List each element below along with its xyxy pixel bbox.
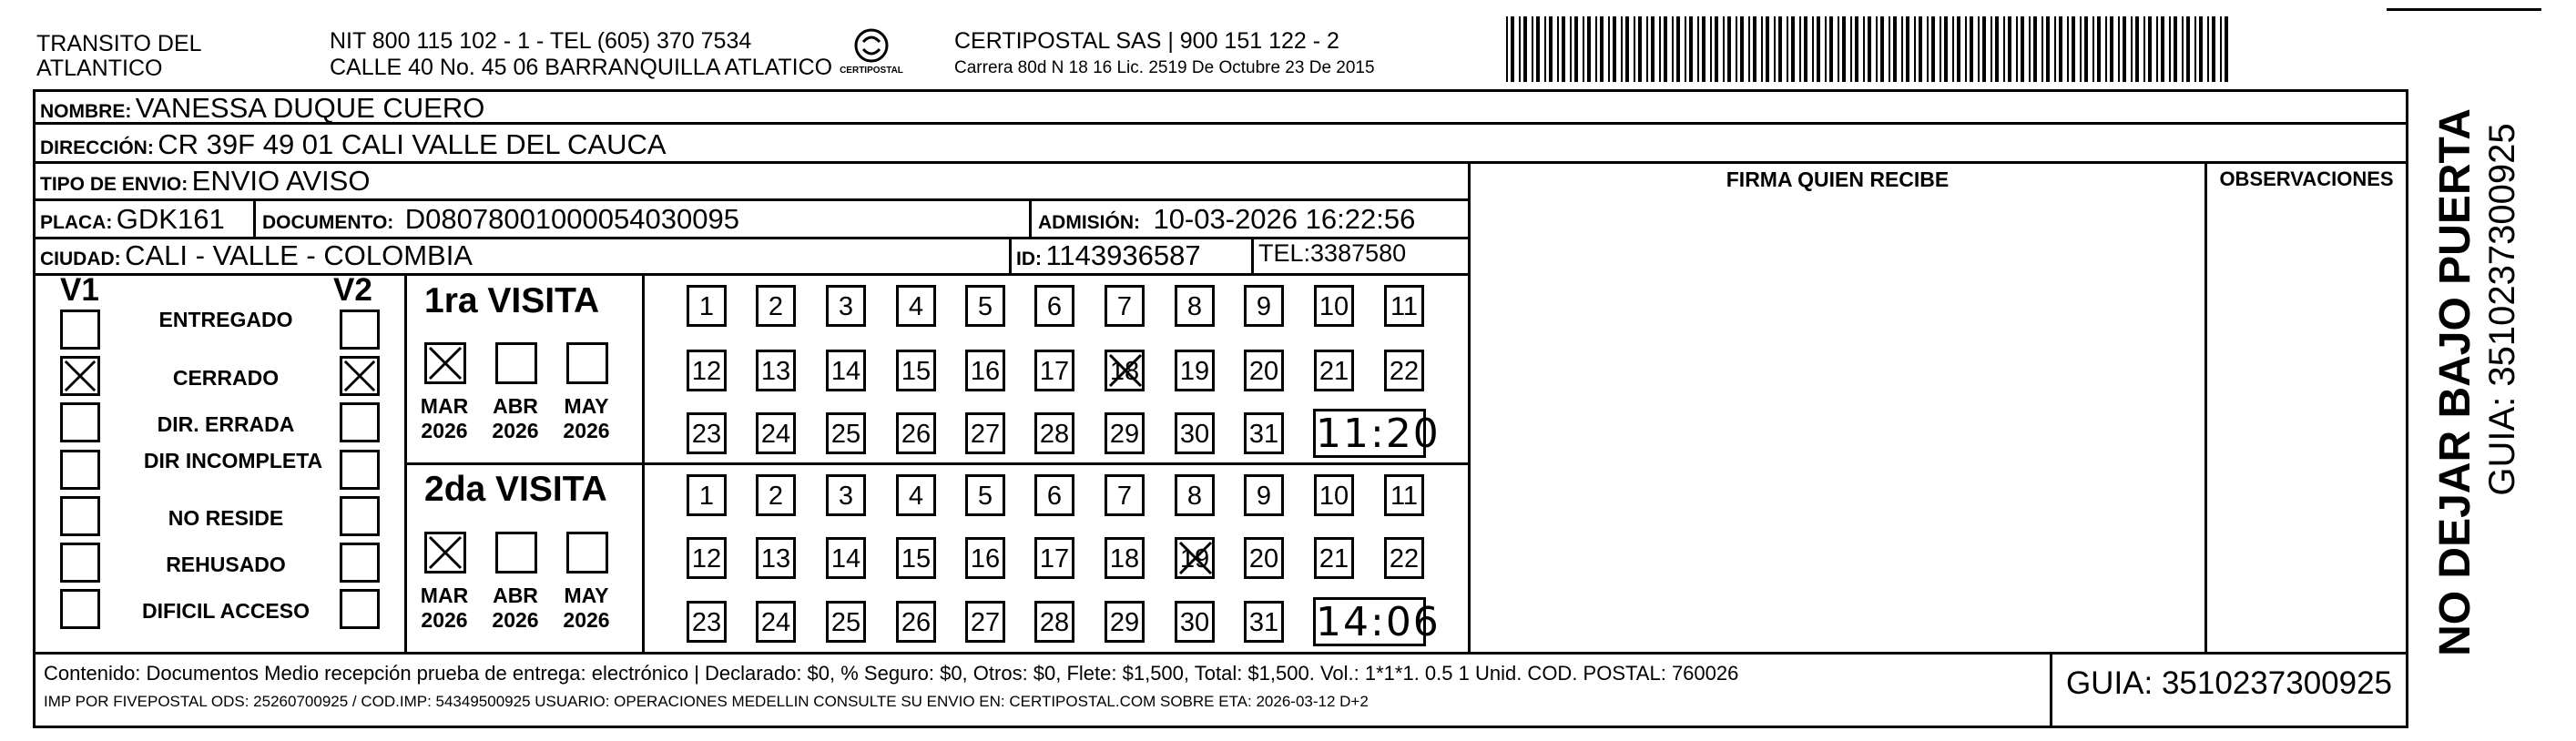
barcode-bar (2059, 16, 2062, 82)
tel-value: 3387580 (1310, 239, 1407, 267)
side-guia: GUIA: 3510237300925 (2482, 123, 2522, 496)
barcode-bar (2080, 16, 2082, 82)
nombre-row (40, 94, 484, 122)
company-name-line1: TRANSITO DEL (36, 31, 202, 56)
barcode-bar (2148, 16, 2152, 82)
contenido-line: Contenido: Documentos Medio recepción prueba de entrega: electrónico | Declarado: $0, % Seguro: $0, Otros: $0, Flete: $1,500, Total: $1,500. Vol.: 1*1*1. 0.5 1 Unid. COD. POSTAL: 760026 (44, 662, 1739, 685)
admision-row (1038, 205, 1415, 233)
day-box[interactable]: 11 (1384, 474, 1424, 516)
barcode-bar (2212, 16, 2215, 82)
day-box[interactable]: 2 (756, 474, 796, 516)
barcode-bar (1978, 16, 1980, 82)
barcode-bar (1901, 16, 1903, 82)
barcode-bar (1812, 16, 1814, 82)
day-box[interactable]: 18 (1105, 350, 1145, 391)
barcode-bar (1995, 16, 1999, 82)
day-box[interactable]: 22 (1384, 350, 1424, 391)
barcode-bar (1829, 16, 1833, 82)
observaciones-label: OBSERVACIONES (2219, 167, 2394, 190)
month-checkbox[interactable] (495, 342, 537, 384)
day-box[interactable]: 20 (1244, 350, 1284, 391)
firma-label: FIRMA QUIEN RECIBE (1726, 167, 1950, 191)
barcode-bar (1766, 16, 1769, 82)
tel-label: TEL: (1258, 239, 1311, 267)
day-box[interactable]: 27 (965, 412, 1005, 454)
barcode-bar (1562, 16, 1565, 82)
barcode-bar (2021, 16, 2024, 82)
barcode-bar (1748, 16, 1750, 82)
day-box[interactable]: 22 (1384, 537, 1424, 579)
barcode-bar (2143, 16, 2145, 82)
barcode-bar (1736, 16, 1737, 82)
status-option-label: DIFICIL ACCESO (141, 599, 310, 623)
placa-value: GDK161 (116, 203, 225, 235)
barcode-bar (1685, 16, 1686, 82)
day-box[interactable]: 4 (896, 285, 936, 327)
id-row (1016, 241, 1201, 269)
barcode-bar (2186, 16, 2190, 82)
month-name: ABR (493, 584, 538, 607)
v2-checkbox[interactable] (340, 450, 380, 490)
documento-value: D08078001000054030095 (404, 203, 739, 235)
day-box[interactable]: 24 (756, 412, 796, 454)
footer-guia: GUIA: 3510237300925 (2065, 665, 2393, 701)
day-box[interactable]: 23 (687, 601, 727, 643)
month-year: 2026 (563, 608, 610, 632)
barcode-bar (1651, 16, 1655, 82)
month-label (486, 584, 545, 633)
barcode-bar (1842, 16, 1846, 82)
direccion-value: CR 39F 49 01 CALI VALLE DEL CAUCA (158, 128, 667, 160)
barcode-bar (1625, 16, 1629, 82)
day-box[interactable]: 15 (896, 350, 936, 391)
ciudad-row (40, 241, 473, 269)
day-box[interactable]: 6 (1034, 285, 1074, 327)
barcode-bar (2046, 16, 2050, 82)
day-box[interactable]: 2 (756, 285, 796, 327)
barcode-bar (2123, 16, 2126, 82)
barcode-bar (1634, 16, 1635, 82)
day-box[interactable]: 3 (826, 474, 866, 516)
barcode-bar (1753, 16, 1756, 82)
barcode-bar (1889, 16, 1890, 82)
month-checkbox[interactable] (424, 532, 466, 574)
barcode-bar (1825, 16, 1827, 82)
placa-label: PLACA: (40, 212, 113, 233)
month-label (415, 584, 473, 633)
day-box[interactable]: 9 (1244, 285, 1284, 327)
day-box[interactable]: 4 (896, 474, 936, 516)
barcode-bar (1506, 16, 1508, 82)
placa-row (40, 205, 225, 233)
day-box[interactable]: 21 (1314, 537, 1354, 579)
barcode-bar (2097, 16, 2101, 82)
barcode (1504, 16, 2233, 82)
month-label (415, 394, 473, 443)
month-checkbox[interactable] (566, 342, 608, 384)
barcode-bar (1676, 16, 1680, 82)
day-mark (1105, 350, 1145, 391)
day-box[interactable]: 7 (1105, 474, 1145, 516)
day-box[interactable]: 19 (1175, 350, 1215, 391)
visit-2-title: 2da VISITA (424, 470, 607, 509)
day-box[interactable]: 14 (826, 537, 866, 579)
month-label (557, 584, 616, 633)
v2-checkbox[interactable] (340, 496, 380, 536)
day-box[interactable]: 31 (1244, 412, 1284, 454)
admision-value: 10-03-2026 16:22:56 (1153, 203, 1416, 235)
day-box[interactable]: 8 (1175, 285, 1215, 327)
barcode-bar (1646, 16, 1648, 82)
day-box[interactable]: 8 (1175, 474, 1215, 516)
barcode-bar (1544, 16, 1546, 82)
day-box[interactable]: 29 (1105, 412, 1145, 454)
barcode-bar (2067, 16, 2069, 82)
month-year: 2026 (492, 419, 539, 442)
barcode-bar (1664, 16, 1667, 82)
day-box[interactable]: 28 (1034, 601, 1074, 643)
month-name: MAR (420, 584, 469, 607)
day-box[interactable]: 3 (826, 285, 866, 327)
barcode-bar (2169, 16, 2171, 82)
v2-checkbox[interactable] (340, 356, 380, 396)
barcode-bar (1906, 16, 1909, 82)
nit-phone: NIT 800 115 102 - 1 - TEL (605) 370 7534 (330, 28, 752, 54)
company-name-line2: ATLANTICO (36, 56, 163, 81)
barcode-bar (1919, 16, 1922, 82)
barcode-bar (1817, 16, 1820, 82)
barcode-bar (1863, 16, 1865, 82)
v1-checkbox[interactable] (60, 402, 100, 442)
day-box[interactable]: 19 (1175, 537, 1215, 579)
month-name: MAR (420, 394, 469, 418)
day-box[interactable]: 29 (1105, 601, 1145, 643)
barcode-bar (1927, 16, 1929, 82)
v2-label: V2 (333, 272, 372, 308)
v2-checkbox[interactable] (340, 543, 380, 583)
visit-1-title: 1ra VISITA (424, 281, 600, 320)
barcode-bar (2008, 16, 2011, 82)
barcode-bar (1638, 16, 1642, 82)
month-year: 2026 (492, 608, 539, 632)
barcode-bar (1557, 16, 1559, 82)
barcode-bar (1761, 16, 1763, 82)
day-box[interactable]: 11 (1384, 285, 1424, 327)
day-box[interactable]: 1 (687, 285, 727, 327)
barcode-bar (1931, 16, 1935, 82)
barcode-bar (2161, 16, 2164, 82)
barcode-bar (1702, 16, 1705, 82)
day-box[interactable]: 31 (1244, 601, 1284, 643)
day-box[interactable]: 9 (1244, 474, 1284, 516)
month-year: 2026 (563, 419, 610, 442)
id-value: 1143936587 (1045, 239, 1201, 271)
day-box[interactable]: 30 (1175, 601, 1215, 643)
barcode-bar (1991, 16, 1992, 82)
month-name: ABR (493, 394, 538, 418)
v2-checkbox[interactable] (340, 310, 380, 350)
barcode-bar (1893, 16, 1897, 82)
direccion-row (40, 130, 667, 158)
barcode-bar (2194, 16, 2196, 82)
ciudad-value: CALI - VALLE - COLOMBIA (125, 239, 473, 271)
day-box[interactable]: 5 (965, 285, 1005, 327)
barcode-bar (1583, 16, 1584, 82)
barcode-bar (1587, 16, 1591, 82)
barcode-bar (1982, 16, 1986, 82)
barcode-bar (2084, 16, 2088, 82)
barcode-bar (1511, 16, 1514, 82)
barcode-bar (1659, 16, 1661, 82)
barcode-bar (2199, 16, 2203, 82)
barcode-bar (2029, 16, 2031, 82)
day-box[interactable]: 28 (1034, 412, 1074, 454)
status-option-label: NO RESIDE (168, 506, 284, 530)
day-box[interactable]: 18 (1105, 537, 1145, 579)
barcode-bar (1914, 16, 1916, 82)
day-box[interactable]: 15 (896, 537, 936, 579)
barcode-bar (1727, 16, 1731, 82)
day-box[interactable]: 20 (1244, 537, 1284, 579)
barcode-bar (1868, 16, 1871, 82)
carrier-name: CERTIPOSTAL SAS | 900 151 122 - 2 (954, 28, 1339, 54)
barcode-bar (1855, 16, 1858, 82)
direccion-label: DIRECCIÓN: (40, 137, 154, 158)
barcode-bar (2156, 16, 2158, 82)
tipo-envio-row (40, 167, 370, 195)
barcode-bar (2041, 16, 2043, 82)
month-label (486, 394, 545, 443)
barcode-bar (1940, 16, 1941, 82)
barcode-bar (1723, 16, 1725, 82)
visit-time-box[interactable]: 11:20 (1313, 409, 1426, 458)
no-dejar-bajo-puerta: NO DEJAR BAJO PUERTA (2431, 108, 2479, 656)
month-checkbox[interactable] (495, 532, 537, 574)
barcode-bar (1740, 16, 1744, 82)
status-option-label: ENTREGADO (158, 308, 293, 331)
day-box[interactable]: 17 (1034, 537, 1074, 579)
v1-checkbox[interactable] (60, 496, 100, 536)
barcode-bar (1957, 16, 1960, 82)
day-box[interactable]: 13 (756, 350, 796, 391)
day-box[interactable]: 12 (687, 350, 727, 391)
id-label: ID: (1016, 249, 1042, 269)
barcode-bar (1536, 16, 1540, 82)
v2-checkbox[interactable] (340, 402, 380, 442)
status-option-label: DIR. ERRADA (157, 412, 295, 436)
barcode-bar (2225, 16, 2228, 82)
day-box[interactable]: 25 (826, 412, 866, 454)
barcode-bar (2110, 16, 2113, 82)
barcode-bar (1944, 16, 1948, 82)
day-box[interactable]: 1 (687, 474, 727, 516)
barcode-bar (1621, 16, 1623, 82)
barcode-bar (1970, 16, 1973, 82)
barcode-bar (2003, 16, 2005, 82)
day-box[interactable]: 6 (1034, 474, 1074, 516)
day-box[interactable]: 16 (965, 537, 1005, 579)
barcode-bar (2207, 16, 2209, 82)
day-box[interactable]: 24 (756, 601, 796, 643)
day-box[interactable]: 23 (687, 412, 727, 454)
day-box[interactable]: 25 (826, 601, 866, 643)
barcode-bar (1774, 16, 1776, 82)
barcode-bar (1689, 16, 1693, 82)
barcode-bar (2092, 16, 2094, 82)
ciudad-label: CIUDAD: (40, 249, 121, 269)
barcode-bar (1838, 16, 1839, 82)
company-address: CALLE 40 No. 45 06 BARRANQUILLA ATLATICO (330, 55, 833, 80)
barcode-bar (1850, 16, 1852, 82)
barcode-bar (1608, 16, 1610, 82)
barcode-bar (1778, 16, 1782, 82)
barcode-bar (2054, 16, 2056, 82)
nombre-label: NOMBRE: (40, 101, 132, 122)
certipostal-logo (830, 25, 912, 80)
day-box[interactable]: 26 (896, 412, 936, 454)
barcode-bar (1532, 16, 1533, 82)
barcode-bar (1880, 16, 1884, 82)
day-box[interactable]: 13 (756, 537, 796, 579)
logo-text: CERTIPOSTAL (840, 66, 903, 76)
barcode-bar (2220, 16, 2222, 82)
v1-checkbox[interactable] (60, 356, 100, 396)
barcode-bar (1574, 16, 1578, 82)
nombre-value: VANESSA DUQUE CUERO (135, 92, 485, 124)
barcode-bar (1965, 16, 1967, 82)
day-box[interactable]: 10 (1314, 474, 1354, 516)
day-box[interactable]: 7 (1105, 285, 1145, 327)
barcode-bar (1787, 16, 1788, 82)
barcode-bar (1715, 16, 1718, 82)
barcode-bar (2182, 16, 2184, 82)
barcode-bar (1672, 16, 1674, 82)
visit-time-box[interactable]: 14:06 (1313, 597, 1426, 646)
barcode-bar (1549, 16, 1553, 82)
barcode-bar (1876, 16, 1878, 82)
day-box[interactable]: 12 (687, 537, 727, 579)
barcode-bar (1952, 16, 1954, 82)
barcode-bar (1519, 16, 1521, 82)
day-box[interactable]: 10 (1314, 285, 1354, 327)
documento-row (262, 205, 739, 233)
month-label (557, 394, 616, 443)
day-box[interactable]: 17 (1034, 350, 1074, 391)
v1-label: V1 (60, 272, 99, 308)
v1-checkbox[interactable] (60, 589, 100, 629)
v1-checkbox[interactable] (60, 450, 100, 490)
day-box[interactable]: 30 (1175, 412, 1215, 454)
tel-row (1258, 241, 1406, 266)
month-year: 2026 (421, 608, 468, 632)
imp-line: IMP POR FIVEPOSTAL ODS: 25260700925 / COD.IMP: 54349500925 USUARIO: OPERACIONES MEDELLIN CONSULTE SU ENVIO EN: CERTIPOSTAL.COM SOBRE ETA: 2026-03-12 D+2 (44, 693, 1369, 710)
barcode-bar (1595, 16, 1597, 82)
status-option-label: CERRADO (172, 366, 280, 390)
barcode-bar (1710, 16, 1712, 82)
barcode-bar (1613, 16, 1616, 82)
month-name: MAY (564, 584, 609, 607)
day-mark (1175, 537, 1215, 579)
barcode-bar (1799, 16, 1801, 82)
month-year: 2026 (421, 419, 468, 442)
barcode-bar (1697, 16, 1699, 82)
barcode-bar (2016, 16, 2018, 82)
v2-checkbox[interactable] (340, 589, 380, 629)
day-box[interactable]: 27 (965, 601, 1005, 643)
month-checkbox[interactable] (566, 532, 608, 574)
month-name: MAY (564, 394, 609, 418)
barcode-bar (2131, 16, 2133, 82)
day-box[interactable]: 21 (1314, 350, 1354, 391)
barcode-bar (2105, 16, 2107, 82)
barcode-bar (2174, 16, 2177, 82)
tipo-envio-value: ENVIO AVISO (191, 165, 371, 197)
status-option-label: REHUSADO (166, 553, 286, 576)
barcode-bar (2072, 16, 2075, 82)
barcode-bar (1791, 16, 1795, 82)
barcode-bar (2033, 16, 2037, 82)
day-box[interactable]: 16 (965, 350, 1005, 391)
barcode-bar (2135, 16, 2139, 82)
day-box[interactable]: 5 (965, 474, 1005, 516)
status-option-label: DIR INCOMPLETA (143, 449, 323, 472)
carrier-license: Carrera 80d N 18 16 Lic. 2519 De Octubre 23 De 2015 (954, 58, 1375, 77)
tipo-envio-label: TIPO DE ENVIO: (40, 174, 188, 195)
day-box[interactable]: 14 (826, 350, 866, 391)
barcode-bar (1600, 16, 1604, 82)
day-box[interactable]: 26 (896, 601, 936, 643)
barcode-bar (1523, 16, 1527, 82)
month-checkbox[interactable] (424, 342, 466, 384)
barcode-bar (1570, 16, 1572, 82)
documento-label: DOCUMENTO: (262, 212, 394, 233)
v1-checkbox[interactable] (60, 543, 100, 583)
v1-checkbox[interactable] (60, 310, 100, 350)
barcode-bar (2118, 16, 2120, 82)
barcode-bar (1804, 16, 1807, 82)
admision-label: ADMISIÓN: (1038, 212, 1140, 233)
